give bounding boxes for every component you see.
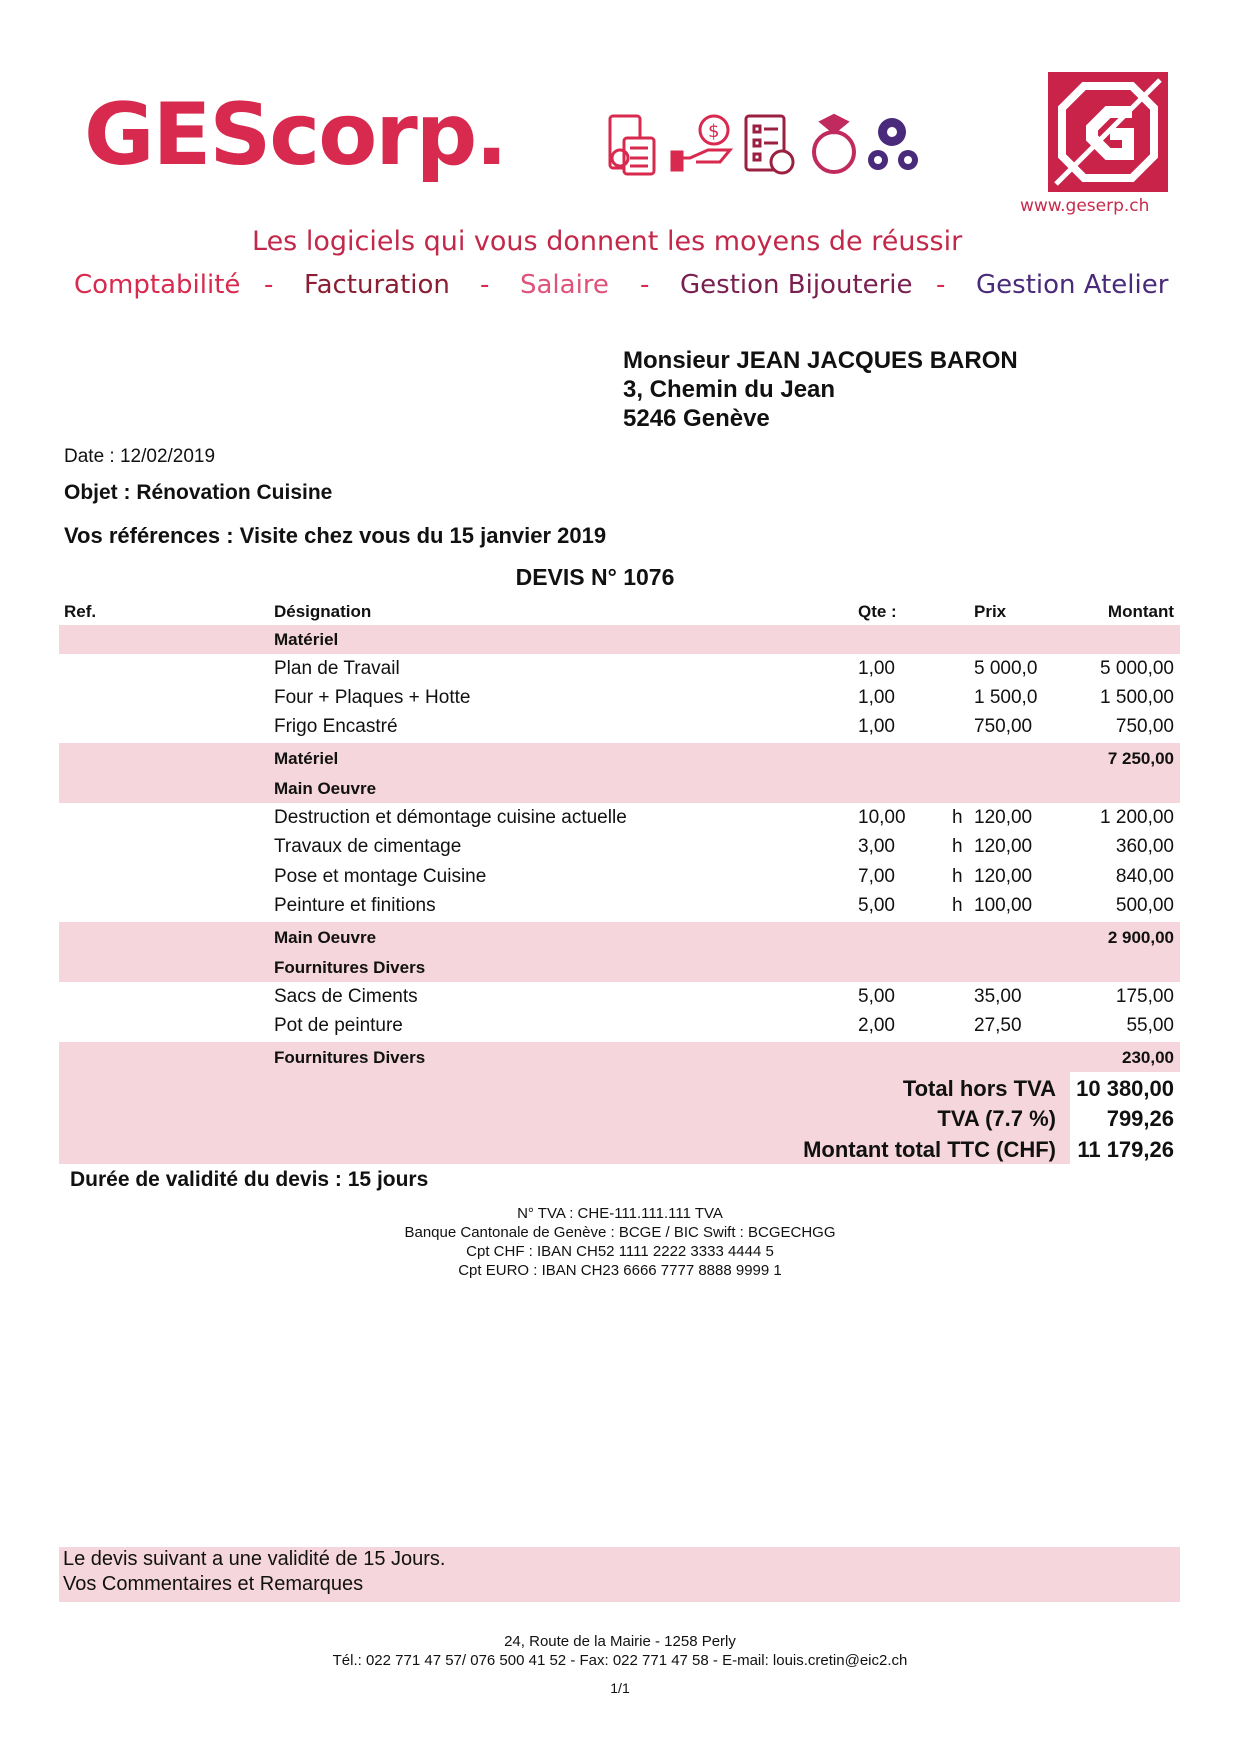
item-prix: 100,00 bbox=[974, 895, 1033, 916]
col-prix-header: Prix bbox=[974, 602, 1007, 621]
group-title: Matériel bbox=[274, 630, 339, 649]
item-prix: 120,00 bbox=[974, 836, 1033, 857]
separator: - bbox=[936, 270, 946, 300]
remark-line: Vos Commentaires et Remarques bbox=[63, 1573, 364, 1595]
ring-icon bbox=[814, 116, 854, 172]
subtotal-value: 2 900,00 bbox=[1107, 928, 1174, 947]
money-hand-icon bbox=[672, 116, 730, 170]
iban-chf: Cpt CHF : IBAN CH52 1111 2222 3333 4444 5 bbox=[466, 1243, 774, 1260]
item-prix: 1 500,0 bbox=[974, 687, 1038, 708]
item-montant: 840,00 bbox=[1115, 866, 1174, 887]
iban-euro: Cpt EURO : IBAN CH23 6666 7777 8888 9999 1 bbox=[458, 1262, 782, 1279]
checklist-icon bbox=[746, 116, 793, 173]
table-row bbox=[0, 655, 1240, 684]
item-montant: 1 200,00 bbox=[1100, 807, 1174, 828]
item-qte: 1,00 bbox=[858, 716, 895, 737]
item-prix: 120,00 bbox=[974, 866, 1033, 887]
subtotal-value: 230,00 bbox=[1122, 1048, 1174, 1067]
item-designation: Destruction et démontage cuisine actuelle bbox=[274, 807, 627, 828]
total-ttc-value: 11 179,26 bbox=[1077, 1137, 1174, 1162]
validity-note: Durée de validité du devis : 15 jours bbox=[70, 1168, 429, 1191]
item-prix: 5 000,0 bbox=[974, 658, 1038, 679]
item-designation: Pose et montage Cuisine bbox=[274, 866, 487, 887]
item-montant: 175,00 bbox=[1115, 986, 1174, 1007]
group-header bbox=[0, 953, 1240, 982]
remark-line: Le devis suivant a une validité de 15 Jours. bbox=[63, 1548, 446, 1570]
group-title: Fournitures Divers bbox=[274, 958, 426, 977]
item-prix: 750,00 bbox=[974, 716, 1033, 737]
client-street: 3, Chemin du Jean bbox=[623, 376, 836, 403]
item-designation: Peinture et finitions bbox=[274, 895, 436, 916]
table-row bbox=[0, 833, 1240, 862]
item-designation: Frigo Encastré bbox=[274, 716, 398, 737]
group-subtotal bbox=[0, 923, 1240, 952]
item-montant: 500,00 bbox=[1115, 895, 1174, 916]
col-designation-header: Désignation bbox=[274, 602, 372, 621]
table-row bbox=[0, 713, 1240, 742]
total-ttc-label: Montant total TTC (CHF) bbox=[803, 1137, 1056, 1162]
item-montant: 360,00 bbox=[1115, 836, 1174, 857]
total-ht-value: 10 380,00 bbox=[1076, 1076, 1174, 1101]
client-name: Monsieur JEAN JACQUES BARON bbox=[623, 347, 1018, 374]
table-row bbox=[0, 1012, 1240, 1041]
item-montant: 1 500,00 bbox=[1100, 687, 1174, 708]
company-name: GEScorp. bbox=[84, 85, 506, 185]
subtotal-label: Fournitures Divers bbox=[274, 1048, 426, 1067]
client-address bbox=[623, 346, 1018, 433]
item-prix: 120,00 bbox=[974, 807, 1033, 828]
product-gestion-bijouterie: Gestion Bijouterie bbox=[680, 270, 913, 300]
item-qte: 5,00 bbox=[858, 895, 895, 916]
product-facturation: Facturation bbox=[304, 270, 450, 300]
group-subtotal bbox=[0, 744, 1240, 773]
item-designation: Four + Plaques + Hotte bbox=[274, 687, 471, 708]
table-row bbox=[0, 684, 1240, 713]
item-qte: 2,00 bbox=[858, 1015, 895, 1036]
subtotal-label: Matériel bbox=[274, 749, 339, 768]
col-ref-header: Ref. bbox=[64, 602, 97, 621]
calculator-icon bbox=[610, 116, 654, 174]
tagline: Les logiciels qui vous donnent les moyens de réussir bbox=[252, 226, 963, 257]
item-designation: Pot de peinture bbox=[274, 1015, 403, 1036]
subtotal-label: Main Oeuvre bbox=[274, 928, 377, 947]
tva-value: 799,26 bbox=[1106, 1106, 1174, 1131]
tva-label: TVA (7.7 %) bbox=[937, 1106, 1056, 1131]
website-link[interactable]: www.geserp.ch bbox=[1020, 196, 1150, 216]
product-salaire: Salaire bbox=[520, 270, 609, 300]
item-qte: 1,00 bbox=[858, 658, 895, 679]
product-gestion-atelier: Gestion Atelier bbox=[976, 270, 1169, 300]
item-qte: 5,00 bbox=[858, 986, 895, 1007]
subtotal-value: 7 250,00 bbox=[1107, 749, 1174, 768]
item-qte: 10,00 bbox=[858, 807, 906, 828]
item-designation: Sacs de Ciments bbox=[274, 986, 418, 1007]
quote-references: Vos références : Visite chez vous du 15 janvier 2019 bbox=[64, 523, 607, 548]
quote-title: DEVIS N° 1076 bbox=[515, 564, 675, 590]
item-unit: h bbox=[952, 895, 963, 916]
col-montant-header: Montant bbox=[1107, 602, 1174, 621]
product-icons bbox=[606, 112, 924, 180]
separator: - bbox=[264, 270, 274, 300]
footer bbox=[220, 1632, 1020, 1670]
bank-details bbox=[320, 1204, 920, 1280]
group-subtotal bbox=[0, 1043, 1240, 1072]
client-city: 5246 Genève bbox=[623, 405, 770, 432]
item-qte: 1,00 bbox=[858, 687, 895, 708]
item-prix: 35,00 bbox=[974, 986, 1022, 1007]
table-row bbox=[0, 804, 1240, 833]
col-qte-header: Qte : bbox=[858, 602, 897, 621]
tva-number: N° TVA : CHE-111.111.111 TVA bbox=[517, 1205, 723, 1222]
total-ht-label: Total hors TVA bbox=[902, 1076, 1056, 1101]
item-qte: 3,00 bbox=[858, 836, 895, 857]
item-montant: 55,00 bbox=[1126, 1015, 1174, 1036]
bank-name: Banque Cantonale de Genève : BCGE / BIC Swift : BCGECHGG bbox=[404, 1224, 836, 1241]
table-row bbox=[0, 983, 1240, 1012]
footer-contact: Tél.: 022 771 47 57/ 076 500 41 52 - Fax: 022 771 47 58 - E-mail: louis.cretin@eic2.ch bbox=[332, 1652, 908, 1669]
item-montant: 5 000,00 bbox=[1100, 658, 1174, 679]
company-logo bbox=[1048, 72, 1168, 192]
footer-address: 24, Route de la Mairie - 1258 Perly bbox=[504, 1633, 736, 1650]
remarks-box bbox=[59, 1547, 1180, 1602]
item-unit: h bbox=[952, 807, 963, 828]
item-prix: 27,50 bbox=[974, 1015, 1022, 1036]
item-unit: h bbox=[952, 866, 963, 887]
quote-subject: Objet : Rénovation Cuisine bbox=[64, 481, 333, 504]
item-unit: h bbox=[952, 836, 963, 857]
product-comptabilite: Comptabilité bbox=[74, 270, 241, 300]
item-designation: Plan de Travail bbox=[274, 658, 400, 679]
page-number: 1/1 bbox=[610, 1680, 630, 1696]
svg-text:$: $ bbox=[708, 121, 720, 142]
table-row bbox=[0, 863, 1240, 892]
group-title: Main Oeuvre bbox=[274, 779, 377, 798]
separator: - bbox=[640, 270, 650, 300]
group-header bbox=[0, 625, 1240, 654]
quote-date: Date : 12/02/2019 bbox=[64, 446, 216, 467]
item-qte: 7,00 bbox=[858, 866, 895, 887]
item-montant: 750,00 bbox=[1115, 716, 1174, 737]
group-header bbox=[0, 774, 1240, 803]
gears-icon bbox=[868, 118, 918, 170]
item-designation: Travaux de cimentage bbox=[274, 836, 462, 857]
table-row bbox=[0, 892, 1240, 921]
separator: - bbox=[480, 270, 490, 300]
